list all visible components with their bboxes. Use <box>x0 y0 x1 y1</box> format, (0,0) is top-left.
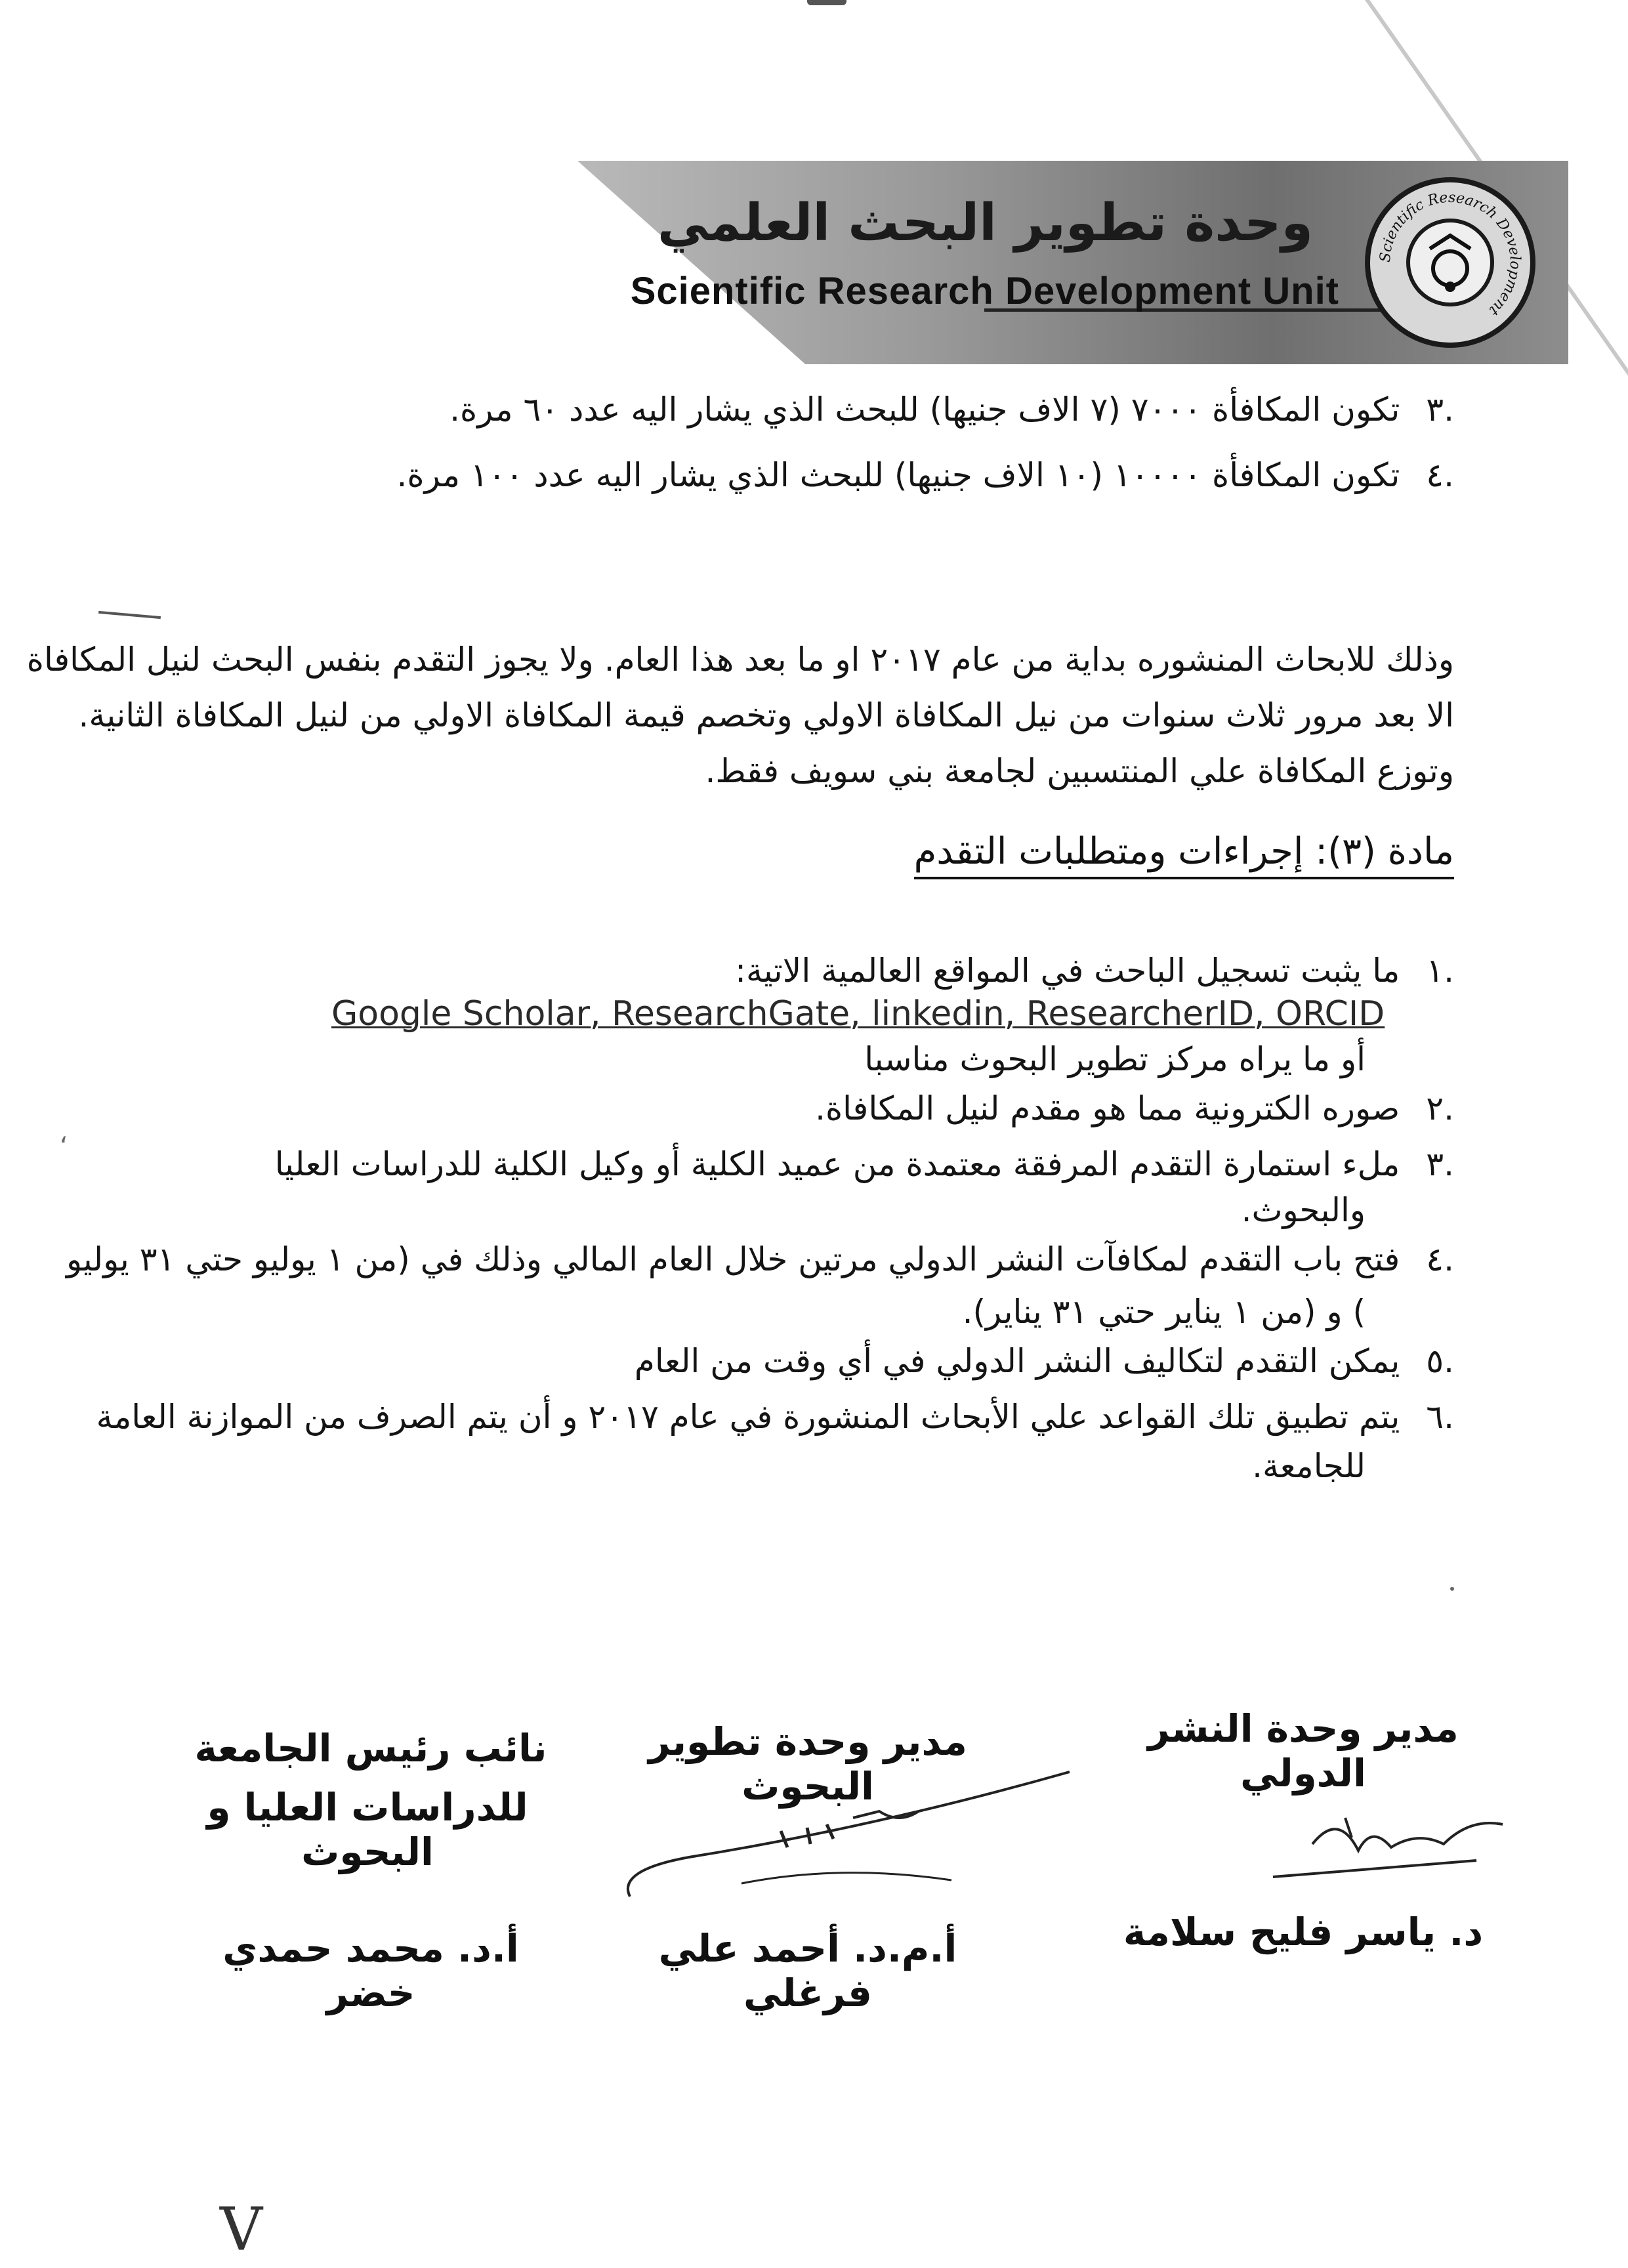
page-number: V <box>220 2195 262 2264</box>
paragraph-line-2: الا بعد مرور ثلاث سنوات من نيل المكافاة الاولي وتخصم قيمة المكافاة الاولي من لنيل المكافاة الثانية. <box>78 696 1454 734</box>
signatory-name-ahmed-farghaly: أ.م.د. أحمد علي فرغلي <box>658 1926 957 2015</box>
signatory-title-vice-president-line-1: نائب رئيس الجامعة <box>194 1726 547 1771</box>
signature-ahmed-farghaly <box>610 1765 1083 1916</box>
signatory-title-research-development: مدير وحدة تطوير البحوث <box>648 1719 967 1809</box>
list-text: ملء استمارة التقدم المرفقة معتمدة من عميد الكلية أو وكيل الكلية للدراسات العليا <box>274 1145 1400 1183</box>
requirement-item-1 <box>735 945 1454 996</box>
list-number: .٦ <box>1426 1398 1454 1436</box>
logo-emblem <box>1406 219 1494 306</box>
list-number: .٤ <box>1426 1240 1454 1278</box>
signatory-name-mohamed-khedr: أ.د. محمد حمدي خضر <box>222 1926 519 2015</box>
unit-name-arabic: وحدة تطوير البحث العلمي <box>657 194 1313 253</box>
paragraph-line-1: وذلك للابحاث المنشوره بداية من عام ٢٠١٧ او ما بعد هذا العام. ولا يجوز التقدم بنفس البحث لنيل المكافاة <box>26 640 1454 679</box>
list-text: يمكن التقدم لتكاليف النشر الدولي في أي وقت من العام <box>634 1342 1400 1380</box>
list-text: تكون المكافأة ١٠٠٠٠ (١٠ الاف جنيها) للبحث الذي يشار اليه عدد ١٠٠ مرة. <box>396 456 1400 494</box>
signature-yasser-salama <box>1260 1798 1522 1890</box>
list-text: فتح باب التقدم لمكافآت النشر الدولي مرتين خلال العام المالي وذلك في (من ١ يوليو حتي ٣١ يوليو <box>66 1240 1400 1278</box>
list-number: .٥ <box>1426 1342 1454 1380</box>
article-heading: مادة (٣): إجراءات ومتطلبات التقدم <box>914 830 1454 879</box>
requirement-item-3-line-2: والبحوث. <box>1241 1191 1366 1229</box>
margin-pen-mark <box>98 611 161 619</box>
unit-name-english: Scientific Research Development Unit <box>630 270 1339 312</box>
margin-mark: ، <box>59 1119 68 1149</box>
requirement-item-3 <box>275 1139 1454 1190</box>
list-number: .١ <box>1426 952 1454 990</box>
list-number: .٣ <box>1426 390 1454 429</box>
list-text: يتم تطبيق تلك القواعد علي الأبحاث المنشورة في عام ٢٠١٧ و أن يتم الصرف من الموازنة العامة <box>96 1398 1400 1436</box>
requirement-item-4-line-2: ) و (من ١ يناير حتي ٣١ يناير). <box>962 1293 1366 1331</box>
list-number: .٤ <box>1426 456 1454 494</box>
list-number: .٣ <box>1426 1145 1454 1183</box>
requirement-item-6-line-2: للجامعة. <box>1252 1447 1366 1485</box>
academic-profile-sites: Google Scholar, ResearchGate, linkedin, ResearcherID, ORCID <box>331 994 1385 1034</box>
university-logo <box>1365 177 1535 348</box>
list-text: صوره الكترونية مما هو مقدم لنيل المكافاة. <box>815 1089 1400 1127</box>
requirement-item-2 <box>815 1083 1454 1134</box>
requirement-item-1-tail: أو ما يراه مركز تطوير البحوث مناسبا <box>864 1040 1366 1078</box>
paragraph-line-3: وتوزع المكافاة علي المنتسبين لجامعة بني سويف فقط. <box>705 752 1454 790</box>
stray-dot <box>1450 1587 1454 1591</box>
signatory-name-yasser-salama: د. ياسر فليح سلامة <box>1123 1910 1484 1954</box>
requirement-item-4 <box>66 1234 1454 1285</box>
signatory-title-international-publishing: مدير وحدة النشر الدولي <box>1148 1706 1459 1796</box>
reward-item-3 <box>449 384 1454 435</box>
scan-top-mark <box>807 0 846 5</box>
signatory-title-vice-president-line-2: للدراسات العليا و البحوث <box>207 1785 528 1874</box>
requirement-item-6 <box>96 1391 1454 1442</box>
list-text: ما يثبت تسجيل الباحث في المواقع العالمية الاتية: <box>735 952 1400 990</box>
reward-item-4 <box>397 450 1454 501</box>
logo-ring-text: Scientific Research Development <box>1377 189 1524 319</box>
requirement-item-5 <box>635 1335 1454 1387</box>
list-number: .٢ <box>1426 1089 1454 1127</box>
research-emblem-icon <box>1410 222 1490 303</box>
list-text: تكون المكافأة ٧٠٠٠ (٧ الاف جنيها) للبحث الذي يشار اليه عدد ٦٠ مرة. <box>449 390 1400 429</box>
